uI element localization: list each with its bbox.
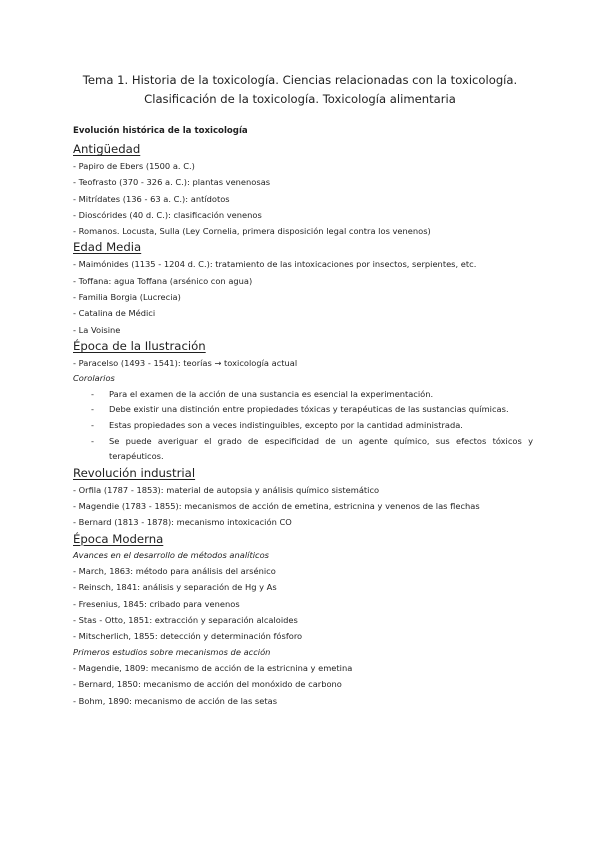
list-item: - Papiro de Ebers (1500 a. C.) — [73, 161, 195, 171]
heading-antiguedad: Antigüedad — [73, 142, 141, 156]
list-item: - Catalina de Médici — [73, 308, 156, 319]
list-item: - Bernard, 1850: mecanismo de acción del monóxido de carbono — [73, 679, 342, 690]
list-item: - Stas - Otto, 1851: extracción y separación alcaloides — [73, 615, 298, 626]
corolario-text: Debe existir una distinción entre propiedades tóxicas y terapéuticas de las sustancias químicas. — [109, 404, 509, 415]
dash-bullet: - — [91, 388, 94, 399]
document-body — [73, 124, 533, 709]
list-corolarios — [73, 387, 533, 465]
corolario-text: Estas propiedades son a veces indistinguibles, excepto por la cantidad administrada. — [109, 419, 463, 430]
list-item: - Reinsch, 1841: análisis y separación de Hg y As — [73, 582, 277, 593]
list-item: - Bohm, 1890: mecanismo de acción de las setas — [73, 695, 278, 706]
list-item: - Dioscórides (40 d. C.): clasificación venenos — [73, 209, 262, 220]
corolario-item — [73, 402, 533, 418]
heading-edad-media: Edad Media — [73, 240, 142, 255]
list-item: - Mitrídates (136 - 63 a. C.): antídotos — [73, 193, 230, 204]
list-mecanismos-accion — [73, 660, 533, 709]
list-item: - Magendie, 1809: mecanismo de acción de la estricnina y emetina — [73, 663, 353, 674]
section-subheading: Evolución histórica de la toxicología — [73, 126, 248, 136]
list-edad-media — [73, 256, 533, 337]
group-label-metodos: Avances en el desarrollo de métodos analíticos — [73, 549, 269, 560]
heading-revolucion-industrial: Revolución industrial — [73, 465, 196, 480]
group-label-mecanismos: Primeros estudios sobre mecanismos de acción — [73, 646, 271, 657]
dash-bullet: - — [91, 435, 94, 446]
list-ilustracion — [73, 355, 533, 371]
list-item: - Magendie (1783 - 1855): mecanismos de acción de emetina, estricnina y venenos de las flechas — [73, 501, 480, 512]
document-title-line-1: Tema 1. Historia de la toxicología. Ciencias relacionadas con la toxicología. — [82, 73, 518, 87]
dash-bullet: - — [91, 404, 94, 415]
list-item: - Orfila (1787 - 1853): material de autopsia y análisis químico sistemático — [73, 484, 380, 495]
corolario-item — [73, 387, 533, 403]
dash-bullet: - — [91, 419, 94, 430]
list-item: - Fresenius, 1845: cribado para venenos — [73, 598, 240, 609]
list-antiguedad — [73, 158, 533, 239]
list-revolucion — [73, 482, 533, 531]
document-title-line-2: Clasificación de la toxicología. Toxicología alimentaria — [144, 92, 456, 106]
list-item: - Toffana: agua Toffana (arsénico con agua) — [73, 275, 253, 286]
list-metodos-analiticos — [73, 563, 533, 644]
list-item: - March, 1863: método para análisis del arsénico — [73, 566, 276, 577]
list-item: - Romanos. Locusta, Sulla (Ley Cornelia, primera disposición legal contra los venenos) — [73, 226, 431, 237]
list-item: - Paracelso (1493 - 1541): teorías → toxicología actual — [73, 357, 298, 368]
list-item: - Maimónides (1135 - 1204 d. C.): tratamiento de las intoxicaciones por insectos, serpientes, etc. — [73, 259, 477, 270]
corolario-text: Para el examen de la acción de una sustancia es esencial la experimentación. — [109, 388, 434, 399]
list-item: - La Voisine — [73, 324, 121, 335]
heading-epoca-moderna: Época Moderna — [73, 531, 164, 546]
heading-ilustracion: Época de la Ilustración — [73, 338, 206, 353]
corolario-item — [73, 418, 533, 434]
list-item: - Familia Borgia (Lucrecia) — [73, 292, 181, 303]
corolario-text: Se puede averiguar el grado de especificidad de un agente químico, sus efectos tóxicos y terapéuticos. — [109, 435, 533, 462]
corolarios-label: Corolarios — [73, 373, 115, 384]
corolario-item — [73, 434, 533, 465]
list-item: - Mitscherlich, 1855: detección y determinación fósforo — [73, 631, 303, 642]
list-item: - Bernard (1813 - 1878): mecanismo intoxicación CO — [73, 517, 292, 528]
list-item: - Teofrasto (370 - 326 a. C.): plantas venenosas — [73, 177, 271, 188]
